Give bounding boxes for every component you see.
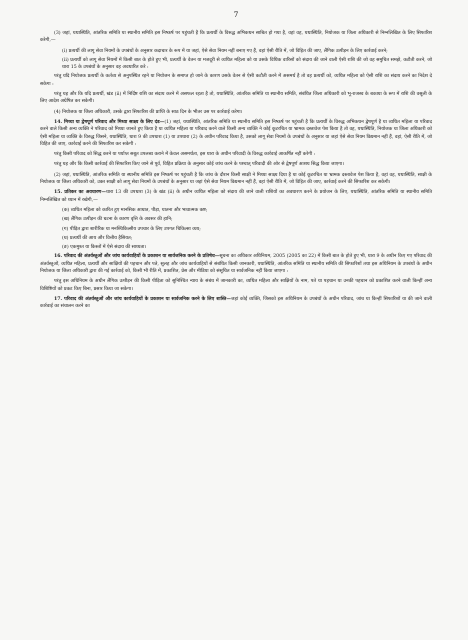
section-heading: 17. परिवाद की अंतर्वस्तुओं और जांच कार्यवाहियों के प्रकाशन या सार्वजनिक करने के लिए शास्ति— <box>54 296 231 302</box>
clause-text: (क) व्यथित महिला को कारित हुए मानसिक आघात, पीड़ा, यातना और भावात्मक कष्ट; <box>62 207 208 213</box>
section-17 <box>40 296 432 311</box>
section-15 <box>40 189 432 204</box>
clause-text: (i) प्रत्यर्थी की लागू सेवा नियमों के उपबंधों के अनुसार कदाचार के रूप में या जहां, ऐसे सेवा नियम नहीं बनाए गए हैं, वहां ऐसी रीति में, जो विहित की जाए, लैंगिक उत्पीड़न के लिए कार्रवाई करने; <box>62 48 388 54</box>
page-number: 7 <box>233 10 239 19</box>
paragraph-text: (1) जहां, यथास्थिति, आंतरिक समिति या स्थानीय समिति इस निष्कर्ष पर पहुंचती है कि प्रत्यर्थी के विरुद्ध अभिकथन द्वेषपूर्ण है या व्यथित महिला या परिवाद करने वाले किसी अन्य व्यक्ति ने परिवाद को मिथ्या जानते हुए किया है या व्यथित महिला या परिवाद करने वाले किसी अन्य व्यक्ति ने कोई कूटरचित या भ्रामक दस्तावेज पेश किया है तो वह, यथास्थिति, नियोजक या जिला अधिकारी को ऐसी महिला या व्यक्ति के विरुद्ध जिसने, यथास्थिति, धारा 9 की उपधारा (1) या उपधारा (2) के अधीन परिवाद किया है, उसको लागू सेवा नियमों के उपबंधों के अनुसार या जहां ऐसे सेवा नियम विद्यमान नहीं हैं, वहां, ऐसी रीति में, जो विहित की जाए, कार्रवाई करने की सिफारिश कर सकेगी : <box>40 119 433 147</box>
clause-text: (ग) पीड़ित द्वारा शारीरिक या मनश्चिकित्सीय उपचार के लिए उपगत चिकित्सा व्यय; <box>62 226 201 232</box>
paragraph-text: धारा 13 की उपधारा (3) के खंड (ii) के अधीन व्यथित महिला को संदाय की जाने वाली राशियों का अवधारण करने के प्रयोजन के लिए, यथास्थिति, आंतरिक समिति या स्थानीय समिति निम्नलिखित को ध्यान में रखेगी,— <box>40 190 432 203</box>
paragraph-text: (4) नियोजक या जिला अधिकारी, उसके द्वारा सिफारिश की प्राप्ति के साठ दिन के भीतर उस पर कार्रवाई करेगा। <box>54 109 243 115</box>
clause-text: (ii) प्रत्यर्थी को लागू सेवा नियमों में किसी बात के होते हुए भी, प्रत्यर्थी के वेतन या मजदूरी से व्यथित महिला को या उसके विधिक वारिसों को संदाय की जाने वाली ऐसी राशि की जो वह समुचित समझे, कटौती करने, जो धारा 15 के उपबंधों के अनुसार वह अवधारित करे : <box>62 57 432 71</box>
section-heading: 15. प्रतिकर का अवधारण— <box>54 190 106 196</box>
clause-text: (घ) प्रत्यर्थी की आय और वित्तीय हैसियत; <box>62 235 133 241</box>
clause-ii <box>40 57 432 72</box>
paragraph-text: परंतु यह और कि यदि प्रत्यर्थी, खंड (ii) में निर्दिष्ट राशि का संदाय करने में असफल रहता है तो, यथास्थिति, आंतरिक समिति या स्थानीय समिति, संबंधित जिला अधिकारी को भू-राजस्व के बकाया के रूप में राशि की वसूली के लिए आदेश अग्रेषित कर सकेगी। <box>40 92 432 105</box>
section-16 <box>40 253 432 275</box>
clause-i <box>40 48 432 55</box>
proviso-2 <box>40 91 432 106</box>
clause-text: (ङ) एकमुश्त या किस्तों में ऐसे संदाय की साध्यता। <box>62 245 147 251</box>
clause-text: (ख) लैंगिक उत्पीड़न की घटना के कारण वृत्ति के अवसर की हानि; <box>62 217 173 223</box>
paragraph-text: परंतु किसी परिवाद को सिद्ध करने या पर्याप्त सबूत उपलब्ध कराने में केवल असमर्थता, इस धारा के अधीन परिवादी के विरुद्ध कार्रवाई आकर्षित नहीं करेगी : <box>54 152 316 158</box>
paragraph-text: (3) जहां, यथास्थिति, आंतरिक समिति या स्थानीय समिति इस निष्कर्ष पर पहुंचती है कि प्रत्यर्थी के विरुद्ध अभिकथन साबित हो गया है, वहां वह, यथास्थिति, नियोजक या जिला अधिकारी से निम्नलिखित के लिए सिफारिश करेगी,— <box>40 31 432 44</box>
section-14-proviso-2 <box>40 161 432 168</box>
proviso-1 <box>40 73 432 88</box>
paragraph-13-3 <box>40 30 432 45</box>
clause-nga <box>40 244 432 251</box>
clause-gha <box>40 235 432 242</box>
section-heading: 14. मिथ्या या द्वेषपूर्ण परिवाद और मिथ्या साक्ष्य के लिए दंड— <box>54 119 165 125</box>
section-16-proviso <box>40 278 432 293</box>
paragraph-text: परंतु यदि नियोजक प्रत्यर्थी के कर्तव्य से अनुपस्थित रहने या नियोजन के समाप्त हो जाने के कारण उसके वेतन से ऐसी कटौती करने में असमर्थ है तो वह प्रत्यर्थी को, व्यथित महिला को ऐसी राशि का संदाय करने का निदेश दे सकेगा : <box>40 74 432 87</box>
section-14 <box>40 119 432 148</box>
section-14-proviso-1 <box>40 151 432 158</box>
paragraph-13-4 <box>40 109 432 116</box>
section-14-2 <box>40 172 432 187</box>
paragraph-text: परंतु इस अधिनियम के अधीन लैंगिक उत्पीड़न की किसी पीड़िता को सुनिश्चित न्याय के संबंध में जानकारी का, व्यथित महिला और साक्षियों के नाम, पते या पहचान या उनकी पहचान को प्रकाशित करने वाली किन्हीं अन्य विशिष्टियों को प्रकट किए बिना, प्रसार किया जा सकेगा। <box>40 279 432 292</box>
clause-ga <box>40 226 432 233</box>
section-heading: 16. परिवाद की अंतर्वस्तुओं और जांच कार्यवाहियों के प्रकाशन या सार्वजनिक करने के प्रतिषेध— <box>54 254 220 260</box>
paragraph-text: (2) जहां, यथास्थिति, आंतरिक समिति या स्थानीय समिति इस निष्कर्ष पर पहुंचती है कि जांच के दौरान किसी साक्षी ने मिथ्या साक्ष्य दिया है या कोई कूटरचित या भ्रामक दस्तावेज पेश किया है, वहां वह, यथास्थिति, साक्षी के नियोजक या जिला अधिकारी को, उक्त साक्षी को लागू सेवा नियमों के उपबंधों के अनुसार या जहां ऐसे सेवा नियम विद्यमान नहीं हैं, वहां ऐसी रीति में, जो विहित की जाए, कार्रवाई करने की सिफारिश कर सकेगी। <box>40 172 432 186</box>
paragraph-text: सूचना का अधिकार अधिनियम, 2005 (2005 का 22) में किसी बात के होते हुए भी, धारा 9 के अधीन किए गए परिवाद की अंतर्वस्तुओं, व्यथित महिला, प्रत्यर्थी और साक्षियों की पहचान और पते, सुलह और जांच कार्यवाहियों से संबंधित किसी जानकारी, यथास्थिति, आंतरिक समिति या स्थानीय समिति की सिफारिशों तथा इस अधिनियम के उपबंधों के अधीन नियोजक या जिला अधिकारी द्वारा की गई कार्रवाई को, किसी भी रीति में, प्रकाशित, प्रेस और मीडिया को संसूचित या सार्वजनिक नहीं किया जाएगा : <box>40 254 432 275</box>
paragraph-text: परंतु यह और कि किसी कार्रवाई की सिफारिश किए जाने से पूर्व, विहित प्रक्रिया के अनुसार कोई जांच करने के पश्चात् परिवादी की ओर से द्वेषपूर्ण आशय सिद्ध किया जाएगा। <box>54 162 344 168</box>
clause-kha <box>40 216 432 223</box>
clause-ka <box>40 207 432 214</box>
paragraph-text: जहां कोई व्यक्ति, जिसको इस अधिनियम के उपबंधों के अधीन परिवाद, जांच या किन्हीं सिफारिशों या की जाने वाली कार्रवाई का संचालन करने का <box>40 296 432 310</box>
